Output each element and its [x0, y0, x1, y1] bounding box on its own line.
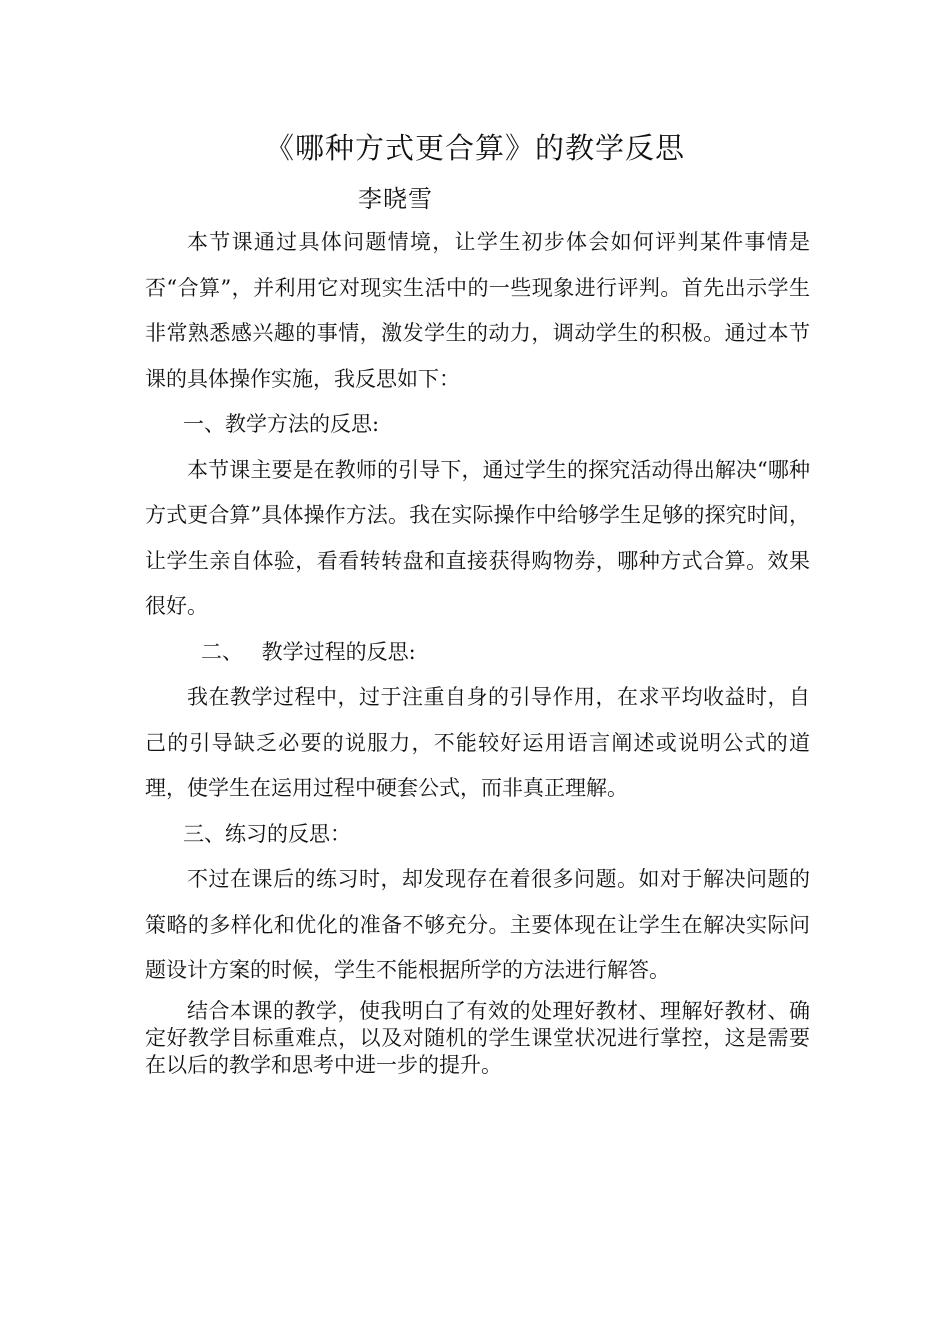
section-paragraph-teaching-method: 本节课主要是在教师的引导下，通过学生的探究活动得出解决“哪种方式更合算”具体操作方法。我在实际操作中给够学生足够的探究时间，让学生亲自体验，看看转转盘和直接获得购物券，哪种方式合算。效果很好。: [145, 457, 810, 618]
intro-paragraph: 本节课通过具体问题情境，让学生初步体会如何评判某件事情是否“合算”，并利用它对现实生活中的一些现象进行评判。首先出示学生非常熟悉感兴趣的事情，激发学生的动力，调动学生的积极。通过本节课的具体操作实施，我反思如下：: [145, 230, 810, 391]
document-body: [145, 220, 810, 1079]
section-heading-teaching-process: 二、 教学过程的反思:: [201, 639, 416, 664]
document-author: 李晓雪: [358, 185, 433, 213]
section-heading-practice: 三、练习的反思：: [183, 821, 351, 846]
conclusion-paragraph: 结合本课的教学，使我明白了有效的处理好教材、理解好教材、确定好教学目标重难点，以及对随机的学生课堂状况进行掌控，这是需要在以后的教学和思考中进一步的提升。: [145, 998, 810, 1077]
section-heading-teaching-method: 一、教学方法的反思:: [183, 412, 380, 436]
section-paragraph-teaching-process: 我在教学过程中，过于注重自身的引导作用，在求平均收益时，自己的引导缺乏必要的说服力，不能较好运用语言阐述或说明公式的道理，使学生在运用过程中硬套公式，而非真正理解。: [145, 685, 810, 800]
document-title: 《哪种方式更合算》的教学反思: [264, 131, 685, 165]
section-paragraph-practice: 不过在课后的练习时，却发现存在着很多问题。如对于解决问题的策略的多样化和优化的准备不够充分。主要体现在让学生在解决实际问题设计方案的时候，学生不能根据所学的方法进行解答。: [145, 867, 810, 982]
